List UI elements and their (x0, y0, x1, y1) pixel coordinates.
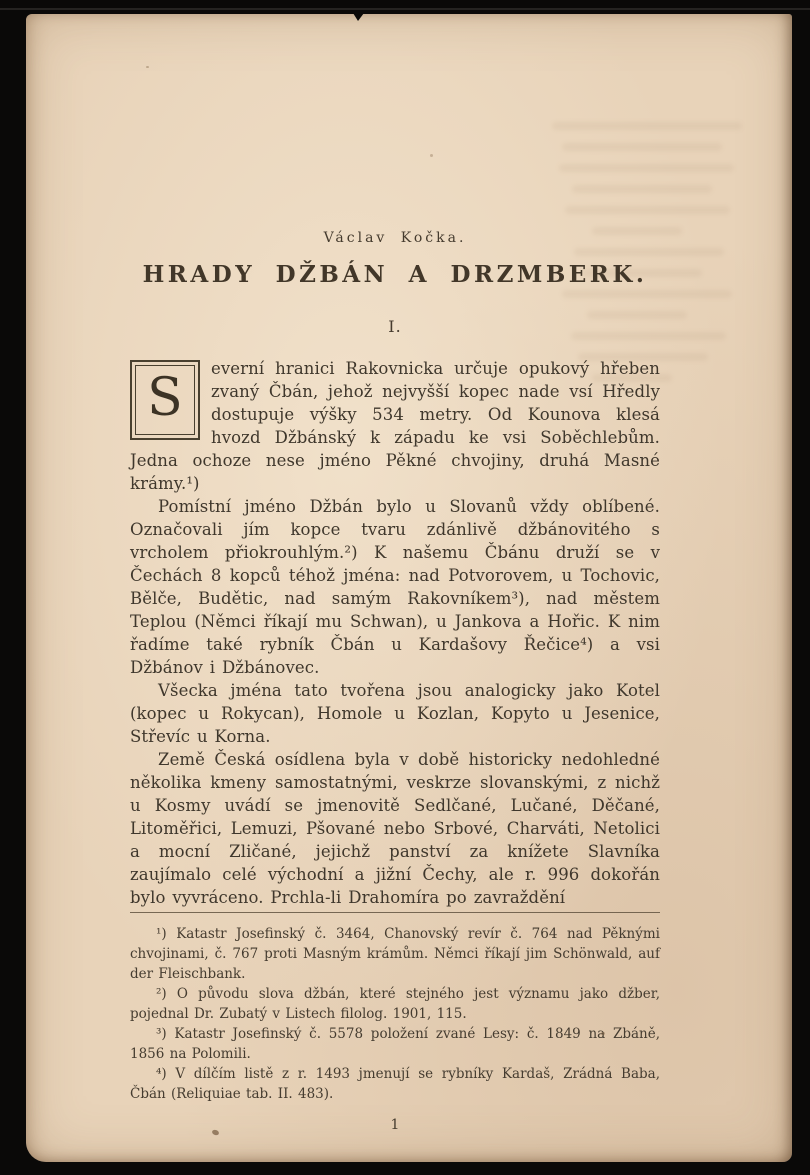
dropcap-letter: S (147, 368, 183, 428)
paragraph-1-text: everní hranici Rakovnicka určuje opukový hřeben zvaný Čbán, jehož nejvyšší kopec nade vsí Hředly dostupuje výšky 534 metry. Od Kounova klesá hvozd Džbánský k západu ke vsi Soběchlebům. Jedna ochoze nese jméno Pěkné chvojiny, druhá Masné krámy.¹) (130, 359, 660, 493)
footnotes-block (130, 924, 660, 1104)
page-content (130, 230, 660, 1133)
torn-edge-nick (353, 13, 364, 21)
paper-stain (601, 1032, 605, 1035)
paragraph-1 (130, 357, 660, 495)
dropcap-inner-frame (135, 365, 195, 435)
paper-stain (146, 66, 149, 68)
author-name: Václav Kočka. (323, 230, 467, 246)
book-page (26, 14, 792, 1162)
paper-stain (430, 154, 433, 157)
footnote-2: ²) O původu slova džbán, které stejného jest významu jako džber, pojednal Dr. Zubatý v Listech filolog. 1901, 115. (130, 986, 660, 1022)
page-title: HRADY DŽBÁN A DRZMBERK. (142, 261, 648, 288)
footnote-4: ⁴) V dílčím listě z r. 1493 jmenují se rybníky Kardaš, Zrádná Baba, Čbán (Reliquiae tab. II. 483). (130, 1066, 660, 1102)
paragraph-4: Země Česká osídlena byla v době historicky nedohledné několika kmeny samostatnými, veskrze slovanskými, z nichž u Kosmy uvádí se jmenovitě Sedlčané, Lučané, Děčané, Litoměřici, Lemuzi, Pšované nebo Srbové, Charváti, Netolici a mocní Zličané, jejichž panství za knížete Slavníka zaujímalo celé východní a jižní Čechy, ale r. 996 dokořán bylo vyvráceno. Prchla-li Drahomíra po zavraždění (130, 750, 660, 907)
footnote-3: ³) Katastr Josefinský č. 5578 položení zvané Lesy: č. 1849 na Zbáně, 1856 na Polomili. (130, 1026, 660, 1062)
footnote-separator-rule (130, 912, 660, 913)
paragraph-3: Všecka jména tato tvořena jsou analogicky jako Kotel (kopec u Rokycan), Homole u Kozlan, Kopyto u Jesenice, Střevíc u Korna. (130, 681, 660, 746)
footnote-1: ¹) Katastr Josefinský č. 3464, Chanovský revír č. 764 nad Pěknými chvojinami, č. 767 proti Masným krámům. Němci říkají jim Schönwald, auf der Fleischbank. (130, 926, 660, 982)
body-text (130, 357, 660, 909)
paragraph-2: Pomístní jméno Džbán bylo u Slovanů vždy oblíbené. Označovali jím kopce tvaru zdánlivě džbánovitého s vrcholem přiokrouhlým.²) K našemu Čbánu druží se v Čechách 8 kopců téhož jména: nad Potvorovem, u Tochovic, Bělče, Budětic, nad samým Rakovníkem³), nad městem Teplou (Němci říkají mu Schwan), u Jankova a Hořic. K nim řadíme také rybník Čbán u Kardašovy Řečice⁴) a vsi Džbánov i Džbánovec. (130, 497, 660, 677)
dropcap-frame (130, 360, 200, 440)
section-number: I. (388, 317, 402, 336)
page-number: 1 (390, 1117, 400, 1133)
